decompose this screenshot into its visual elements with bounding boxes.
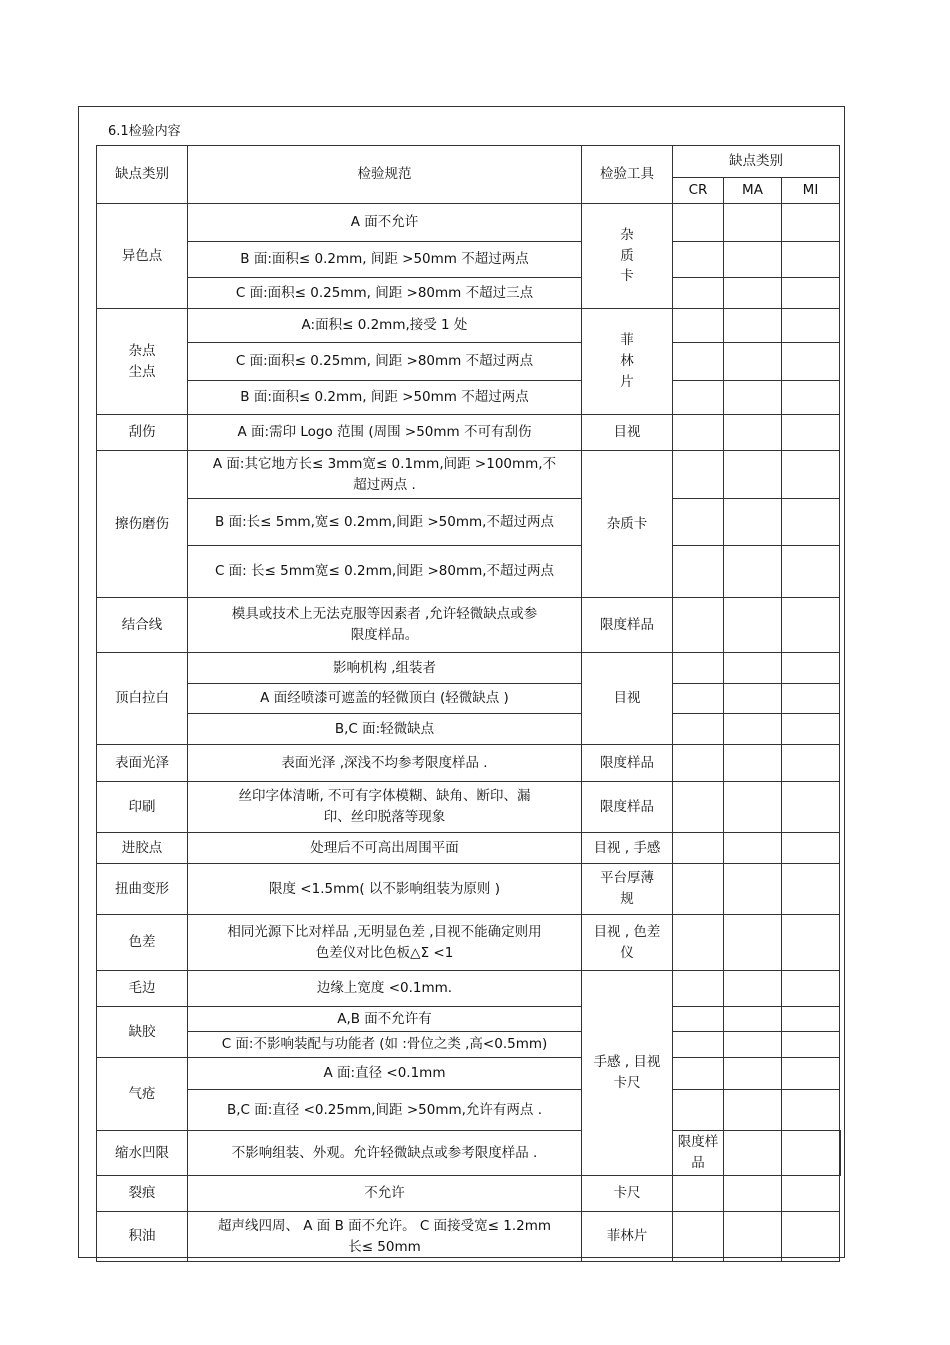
class-ma-cell bbox=[724, 1176, 782, 1212]
class-mi-cell bbox=[782, 278, 840, 309]
table-row bbox=[97, 381, 841, 415]
spec-cell: A,B 面不允许有 bbox=[188, 1007, 582, 1032]
table-row bbox=[97, 915, 841, 971]
table-row bbox=[97, 1090, 841, 1131]
header-ma: MA bbox=[724, 178, 782, 204]
class-ma-cell bbox=[724, 204, 782, 242]
spec-cell: A 面:直径 <0.1mm bbox=[188, 1058, 582, 1090]
spec-cell: 不允许 bbox=[188, 1176, 582, 1212]
class-mi-cell bbox=[782, 546, 840, 598]
category-cell: 擦伤磨伤 bbox=[97, 451, 188, 598]
tool-cell: 目视 bbox=[582, 415, 673, 451]
tool-cell: 卡尺 bbox=[582, 1176, 673, 1212]
category-cell: 顶白拉白 bbox=[97, 653, 188, 745]
class-ma-cell bbox=[724, 1212, 782, 1262]
category-cell: 积油 bbox=[97, 1212, 188, 1262]
class-cr-cell bbox=[673, 546, 724, 598]
spec-cell: 表面光泽 ,深浅不均参考限度样品 . bbox=[188, 745, 582, 782]
spec-cell: 限度 <1.5mm( 以不影响组装为原则 ) bbox=[188, 864, 582, 915]
tool-cell: 目视 , 手感 bbox=[582, 833, 673, 864]
class-ma-cell bbox=[724, 309, 782, 343]
class-cr-cell bbox=[673, 782, 724, 833]
table-row bbox=[97, 745, 841, 782]
category-cell: 进胶点 bbox=[97, 833, 188, 864]
table-row bbox=[97, 343, 841, 381]
category-cell: 毛边 bbox=[97, 971, 188, 1007]
class-cr-cell bbox=[673, 971, 724, 1007]
class-cr-cell bbox=[673, 1212, 724, 1262]
tool-cell: 菲 林 片 bbox=[582, 309, 673, 415]
category-cell: 缩水凹限 bbox=[97, 1131, 188, 1176]
class-mi-cell bbox=[782, 381, 840, 415]
class-mi-cell bbox=[782, 782, 840, 833]
header-class-group: 缺点类别 bbox=[673, 146, 840, 178]
spec-cell: B,C 面:轻微缺点 bbox=[188, 714, 582, 745]
tool-cell: 杂质卡 bbox=[582, 451, 673, 598]
table-row bbox=[97, 204, 841, 242]
spec-cell: C 面:面积≤ 0.25mm, 间距 >80mm 不超过两点 bbox=[188, 343, 582, 381]
class-mi-cell bbox=[782, 915, 840, 971]
class-cr-cell bbox=[673, 653, 724, 684]
class-mi-cell bbox=[782, 684, 840, 714]
class-cr-cell bbox=[673, 204, 724, 242]
table-row bbox=[97, 833, 841, 864]
spec-cell: 处理后不可高出周围平面 bbox=[188, 833, 582, 864]
class-cr-cell bbox=[673, 1032, 724, 1058]
class-ma-cell bbox=[724, 343, 782, 381]
table-row bbox=[97, 1058, 841, 1090]
inspection-table bbox=[96, 145, 841, 1262]
tool-cell: 限度样品 bbox=[582, 745, 673, 782]
section-title: 6.1检验内容 bbox=[108, 124, 181, 139]
table-row bbox=[97, 1131, 841, 1176]
class-ma-cell bbox=[724, 782, 782, 833]
table-row bbox=[97, 451, 841, 499]
class-ma-cell bbox=[724, 415, 782, 451]
class-mi-cell bbox=[782, 1058, 840, 1090]
class-cr-cell bbox=[673, 833, 724, 864]
class-cr-cell bbox=[673, 1176, 724, 1212]
spec-cell: B,C 面:直径 <0.25mm,间距 >50mm,允许有两点 . bbox=[188, 1090, 582, 1131]
class-ma-cell bbox=[724, 381, 782, 415]
class-mi-cell bbox=[782, 1007, 840, 1032]
class-cr-cell bbox=[724, 1131, 782, 1176]
class-ma-cell bbox=[724, 714, 782, 745]
table-row bbox=[97, 309, 841, 343]
class-cr-cell bbox=[673, 598, 724, 653]
class-ma-cell bbox=[724, 1058, 782, 1090]
tool-cell: 杂 质 卡 bbox=[582, 204, 673, 309]
class-cr-cell bbox=[673, 343, 724, 381]
class-ma-cell bbox=[724, 451, 782, 499]
class-cr-cell bbox=[673, 684, 724, 714]
class-mi-cell bbox=[782, 833, 840, 864]
class-mi-cell bbox=[782, 204, 840, 242]
class-ma-cell bbox=[724, 971, 782, 1007]
table-row bbox=[97, 598, 841, 653]
header-category: 缺点类别 bbox=[97, 146, 188, 204]
spec-cell: B 面:长≤ 5mm,宽≤ 0.2mm,间距 >50mm,不超过两点 bbox=[188, 499, 582, 546]
class-ma-cell bbox=[724, 1032, 782, 1058]
class-cr-cell bbox=[673, 1058, 724, 1090]
class-mi-cell bbox=[782, 1176, 840, 1212]
tool-cell: 限度样品 bbox=[673, 1131, 724, 1176]
class-mi-cell bbox=[840, 1131, 841, 1176]
table-row bbox=[97, 1007, 841, 1032]
spec-cell: B 面:面积≤ 0.2mm, 间距 >50mm 不超过两点 bbox=[188, 381, 582, 415]
tool-cell: 限度样品 bbox=[582, 782, 673, 833]
table-row bbox=[97, 714, 841, 745]
table-body bbox=[97, 204, 841, 1262]
header-tool: 检验工具 bbox=[582, 146, 673, 204]
header-cr: CR bbox=[673, 178, 724, 204]
category-cell: 印刷 bbox=[97, 782, 188, 833]
class-cr-cell bbox=[673, 242, 724, 278]
class-ma-cell bbox=[724, 915, 782, 971]
class-ma-cell bbox=[724, 242, 782, 278]
category-cell: 杂点 尘点 bbox=[97, 309, 188, 415]
category-cell: 裂痕 bbox=[97, 1176, 188, 1212]
category-cell: 刮伤 bbox=[97, 415, 188, 451]
table-row bbox=[97, 499, 841, 546]
table-row bbox=[97, 1176, 841, 1212]
class-cr-cell bbox=[673, 745, 724, 782]
tool-cell: 菲林片 bbox=[582, 1212, 673, 1262]
spec-cell: A:面积≤ 0.2mm,接受 1 处 bbox=[188, 309, 582, 343]
class-ma-cell bbox=[724, 278, 782, 309]
table-row bbox=[97, 684, 841, 714]
spec-cell: A 面:其它地方长≤ 3mm宽≤ 0.1mm,间距 >100mm,不 超过两点 . bbox=[188, 451, 582, 499]
category-cell: 缺胶 bbox=[97, 1007, 188, 1058]
class-cr-cell bbox=[673, 499, 724, 546]
class-cr-cell bbox=[673, 915, 724, 971]
table-row bbox=[97, 242, 841, 278]
tool-cell: 目视 bbox=[582, 653, 673, 745]
class-mi-cell bbox=[782, 598, 840, 653]
category-cell: 气疮 bbox=[97, 1058, 188, 1131]
class-mi-cell bbox=[782, 653, 840, 684]
class-mi-cell bbox=[782, 242, 840, 278]
class-cr-cell bbox=[673, 1090, 724, 1131]
class-ma-cell bbox=[724, 1007, 782, 1032]
class-mi-cell bbox=[782, 864, 840, 915]
spec-cell: 丝印字体清晰, 不可有字体模糊、缺角、断印、漏 印、丝印脱落等现象 bbox=[188, 782, 582, 833]
class-ma-cell bbox=[724, 546, 782, 598]
class-cr-cell bbox=[673, 278, 724, 309]
class-mi-cell bbox=[782, 714, 840, 745]
table-row bbox=[97, 1032, 841, 1058]
table-row bbox=[97, 546, 841, 598]
class-mi-cell bbox=[782, 499, 840, 546]
spec-cell: C 面:不影响装配与功能者 (如 :骨位之类 ,高<0.5mm) bbox=[188, 1032, 582, 1058]
table-row bbox=[97, 782, 841, 833]
spec-cell: B 面:面积≤ 0.2mm, 间距 >50mm 不超过两点 bbox=[188, 242, 582, 278]
category-cell: 扭曲变形 bbox=[97, 864, 188, 915]
spec-cell: A 面:需印 Logo 范围 (周围 >50mm 不可有刮伤 bbox=[188, 415, 582, 451]
class-mi-cell bbox=[782, 1032, 840, 1058]
category-cell: 结合线 bbox=[97, 598, 188, 653]
spec-cell: A 面不允许 bbox=[188, 204, 582, 242]
tool-cell: 限度样品 bbox=[582, 598, 673, 653]
table-row bbox=[97, 653, 841, 684]
class-ma-cell bbox=[724, 684, 782, 714]
class-ma-cell bbox=[782, 1131, 840, 1176]
class-mi-cell bbox=[782, 415, 840, 451]
class-ma-cell bbox=[724, 864, 782, 915]
class-ma-cell bbox=[724, 499, 782, 546]
class-cr-cell bbox=[673, 451, 724, 499]
class-cr-cell bbox=[673, 1007, 724, 1032]
table-row bbox=[97, 1212, 841, 1262]
header-spec: 检验规范 bbox=[188, 146, 582, 204]
class-cr-cell bbox=[673, 309, 724, 343]
class-ma-cell bbox=[724, 653, 782, 684]
table-row bbox=[97, 971, 841, 1007]
table-row bbox=[97, 415, 841, 451]
spec-cell: 不影响组装、外观。允许轻微缺点或参考限度样品 . bbox=[188, 1131, 582, 1176]
category-cell: 表面光泽 bbox=[97, 745, 188, 782]
tool-cell: 目视 , 色差 仪 bbox=[582, 915, 673, 971]
class-mi-cell bbox=[782, 1212, 840, 1262]
class-cr-cell bbox=[673, 864, 724, 915]
spec-cell: 边缘上宽度 <0.1mm. bbox=[188, 971, 582, 1007]
class-mi-cell bbox=[782, 451, 840, 499]
header-mi: MI bbox=[782, 178, 840, 204]
spec-cell: 影响机构 ,组装者 bbox=[188, 653, 582, 684]
class-ma-cell bbox=[724, 1090, 782, 1131]
category-cell: 异色点 bbox=[97, 204, 188, 309]
tool-cell: 平台厚薄 规 bbox=[582, 864, 673, 915]
spec-cell: A 面经喷漆可遮盖的轻微顶白 (轻微缺点 ) bbox=[188, 684, 582, 714]
class-ma-cell bbox=[724, 745, 782, 782]
class-mi-cell bbox=[782, 1090, 840, 1131]
table-row bbox=[97, 278, 841, 309]
class-ma-cell bbox=[724, 598, 782, 653]
class-ma-cell bbox=[724, 833, 782, 864]
class-mi-cell bbox=[782, 343, 840, 381]
tool-cell: 手感 , 目视 卡尺 bbox=[582, 971, 673, 1176]
class-cr-cell bbox=[673, 415, 724, 451]
spec-cell: 相同光源下比对样品 ,无明显色差 ,目视不能确定则用 色差仪对比色板△Σ <1 bbox=[188, 915, 582, 971]
table-row bbox=[97, 864, 841, 915]
spec-cell: 模具或技术上无法克服等因素者 ,允许轻微缺点或参 限度样品。 bbox=[188, 598, 582, 653]
spec-cell: C 面:面积≤ 0.25mm, 间距 >80mm 不超过三点 bbox=[188, 278, 582, 309]
class-cr-cell bbox=[673, 381, 724, 415]
category-cell: 色差 bbox=[97, 915, 188, 971]
spec-cell: C 面: 长≤ 5mm宽≤ 0.2mm,间距 >80mm,不超过两点 bbox=[188, 546, 582, 598]
class-mi-cell bbox=[782, 971, 840, 1007]
class-cr-cell bbox=[673, 714, 724, 745]
class-mi-cell bbox=[782, 309, 840, 343]
class-mi-cell bbox=[782, 745, 840, 782]
spec-cell: 超声线四周、 A 面 B 面不允许。 C 面接受宽≤ 1.2mm 长≤ 50mm bbox=[188, 1212, 582, 1262]
